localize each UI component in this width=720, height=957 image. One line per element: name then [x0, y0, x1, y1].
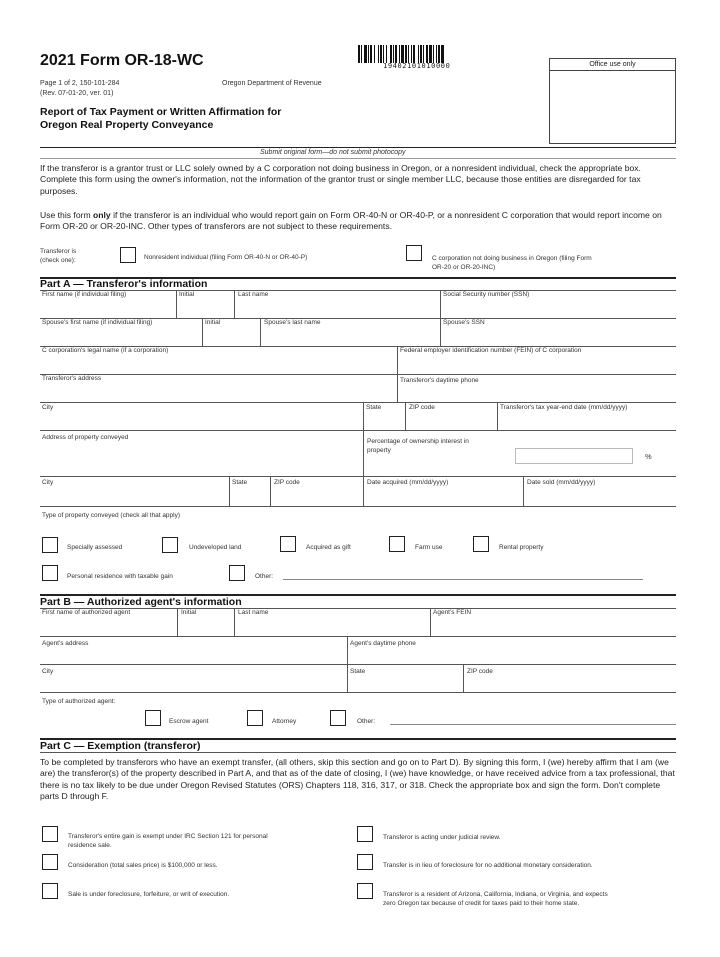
label-spouse-first-name: Spouse's first name (if individual filing) [42, 319, 153, 326]
label-ownership-percentage [367, 437, 469, 455]
label-ssn: Social Security number (SSN) [443, 291, 530, 298]
checkbox-escrow-agent[interactable] [145, 710, 161, 726]
label-c-corp-1: C corporation not doing business in Oregon (filing Form [432, 255, 592, 262]
label-consideration: Consideration (total sales price) is $100,000 or less. [68, 862, 218, 869]
label-property-type: Type of property conveyed (check all that apply) [42, 512, 181, 519]
label-zip: ZIP code [409, 404, 435, 411]
label-property-city: City [42, 479, 54, 486]
label-city: City [42, 404, 54, 411]
checkbox-undeveloped-land[interactable] [162, 537, 178, 553]
barcode-bar [436, 45, 437, 63]
checkbox-nonresident-individual[interactable] [120, 247, 136, 263]
label-agent-initial: Initial [181, 609, 197, 616]
barcode-bar [386, 45, 387, 63]
label-farm-use: Farm use [415, 544, 443, 551]
checkbox-lieu-of-foreclosure[interactable] [357, 854, 373, 870]
intro-paragraph-1: If the transferor is a grantor trust or LLC solely owned by a C corporation not doing business in Oregon, or a nonresident individual, check the appropriate box. Complete this form using the owner's information, not the information of the grantor trust or single member LLC, because those entities are disregarded for tax purposes. [40, 163, 641, 196]
label-spouse-ssn: Spouse's SSN [443, 319, 485, 326]
submit-note: Submit original form—do not submit photocopy [260, 149, 406, 156]
checkbox-specially-assessed[interactable] [42, 537, 58, 553]
checkbox-attorney[interactable] [247, 710, 263, 726]
barcode-bar [413, 45, 415, 63]
label-date-acquired: Date acquired (mm/dd/yyyy) [367, 479, 449, 486]
barcode-bar [395, 45, 397, 63]
barcode-bar [399, 45, 400, 63]
checkbox-acquired-as-gift[interactable] [280, 536, 296, 552]
barcode-bar [393, 45, 394, 63]
label-agent-type: Type of authorized agent: [42, 698, 116, 705]
other-property-input[interactable] [283, 579, 643, 580]
label-state-resident-1: Transferor is a resident of Arizona, California, Indiana, or Virginia, and expects [383, 891, 608, 898]
form-subtitle-line2: Oregon Real Property Conveyance [40, 119, 214, 131]
barcode-bar [380, 45, 382, 63]
barcode-bar [390, 45, 392, 63]
label-acquired-as-gift: Acquired as gift [306, 544, 351, 551]
barcode-bar [408, 45, 409, 63]
intro-p2-post: if the transferor is an individual who would report gain on Form OR-40-N or OR-40-P, or a nonresident C corporation that would report income on Form OR-20 or OR-20-INC. Other types of transferors are not subject to these requirements. [40, 210, 662, 232]
label-other-property: Other: [255, 573, 274, 580]
label-agent-zip: ZIP code [467, 668, 493, 675]
barcode-bar [374, 45, 375, 63]
barcode-bar [429, 45, 432, 63]
checkbox-consideration[interactable] [42, 854, 58, 870]
checkbox-other-agent[interactable] [330, 710, 346, 726]
label-pct-1: Percentage of ownership interest in [367, 438, 469, 445]
label-irc-121-2: residence sale. [68, 842, 112, 849]
checkbox-rental-property[interactable] [473, 536, 489, 552]
label-property-state: State [232, 479, 248, 486]
label-c-corp-2: OR-20 or OR-20-INC) [432, 264, 496, 271]
barcode-bar [364, 45, 367, 63]
revision: (Rev. 07-01-20, ver. 01) [40, 90, 114, 97]
transferor-is-label-1: Transferor is [40, 248, 77, 255]
label-agent-city: City [42, 668, 54, 675]
label-agent-address: Agent's address [42, 640, 89, 647]
ownership-percentage-input[interactable] [515, 448, 633, 464]
barcode-bar [411, 45, 412, 63]
label-spouse-initial: Initial [205, 319, 221, 326]
transferor-is-label-2: (check one): [40, 257, 76, 264]
checkbox-farm-use[interactable] [389, 536, 405, 552]
form-title: 2021 Form OR-18-WC [40, 52, 204, 69]
barcode-bar [405, 45, 407, 63]
label-property-zip: ZIP code [274, 479, 300, 486]
barcode-bar [370, 45, 372, 63]
barcode-bar [383, 45, 384, 63]
label-foreclosure-sale: Sale is under foreclosure, forfeiture, or writ of execution. [68, 891, 230, 898]
office-use-box [549, 58, 676, 144]
label-transferor-address: Transferor's address [42, 375, 102, 382]
label-pct-2: property [367, 447, 391, 454]
part-b-title: Part B — Authorized agent's information [40, 596, 242, 608]
part-a-title-rule [40, 290, 676, 291]
checkbox-state-resident[interactable] [357, 883, 373, 899]
label-attorney: Attorney [272, 718, 297, 725]
barcode-bar [418, 45, 419, 63]
label-agent-last-name: Last name [238, 609, 269, 616]
label-transferor-phone: Transferor's daytime phone [400, 377, 479, 384]
transferor-is-label [40, 247, 76, 265]
barcode-bar [378, 45, 379, 63]
checkbox-judicial-review[interactable] [357, 826, 373, 842]
intro-p2-pre: Use this form [40, 210, 94, 220]
other-agent-input[interactable] [390, 724, 676, 725]
label-judicial-review: Transferor is acting under judicial review. [383, 834, 501, 841]
label-state-resident-2: zero Oregon tax because of credit for taxes paid to their home state. [383, 900, 580, 907]
checkbox-c-corporation[interactable] [406, 245, 422, 261]
part-c-title: Part C — Exemption (transferor) [40, 740, 201, 752]
label-spouse-last-name: Spouse's last name [264, 319, 321, 326]
page-number: Page 1 of 2, 150-101-284 [40, 80, 120, 87]
checkbox-foreclosure-sale[interactable] [42, 883, 58, 899]
label-last-name: Last name [238, 291, 269, 298]
intro-p2-bold: only [93, 210, 111, 220]
label-lieu-of-foreclosure: Transfer is in lieu of foreclosure for no additional monetary consideration. [383, 862, 593, 869]
barcode-bar [433, 45, 434, 63]
label-initial: Initial [179, 291, 195, 298]
label-agent-state: State [350, 668, 366, 675]
intro-paragraph-2 [40, 210, 678, 233]
label-property-address: Address of property conveyed [42, 434, 129, 441]
barcode-bar [358, 45, 360, 63]
header-rule [40, 147, 676, 148]
label-agent-phone: Agent's daytime phone [350, 640, 416, 647]
barcode-bar [401, 45, 404, 63]
label-irc-121 [68, 832, 268, 850]
label-c-corporation [432, 254, 592, 272]
barcode-bar [423, 45, 424, 63]
label-tax-year-end: Transferor's tax year-end date (mm/dd/yyyy) [500, 404, 628, 411]
label-agent-first-name: First name of authorized agent [42, 609, 131, 616]
label-first-name: First name (if individual filing) [42, 291, 127, 298]
label-state: State [366, 404, 382, 411]
submit-rule [40, 158, 676, 159]
barcode-bar [361, 45, 362, 63]
barcode [358, 45, 508, 63]
agency-name: Oregon Department of Revenue [222, 80, 322, 87]
checkbox-other-property[interactable] [229, 565, 245, 581]
office-use-header: Office use only [550, 59, 675, 71]
label-agent-fein: Agent's FEIN [433, 609, 472, 616]
label-specially-assessed: Specially assessed [67, 544, 123, 551]
label-date-sold: Date sold (mm/dd/yyyy) [527, 479, 596, 486]
barcode-number: 19402101010000 [383, 62, 451, 70]
barcode-graphic [358, 45, 508, 63]
percent-sign: % [645, 452, 652, 461]
part-c-instructions: To be completed by transferors who have an exempt transfer, (all others, skip this section and go on to Part D). By signing this form, I (we) hereby affirm that I am (we are) the transferor(s) of the property described in Part A, and that as of the date of closing, I (we) have knowledge, or have received advice from a tax professional, that there is no tax likely to be due under Oregon Revised Statutes (ORS) Chapters 118, 316, 317, or 318. Check the appropriate box and sign the form. Don't complete parts D through F. [40, 757, 675, 802]
label-fein: Federal employer identification number (FEIN) of C corporation [400, 347, 582, 354]
barcode-bar [426, 45, 428, 63]
checkbox-irc-121[interactable] [42, 826, 58, 842]
label-personal-residence: Personal residence with taxable gain [67, 573, 173, 580]
label-rental-property: Rental property [499, 544, 544, 551]
label-undeveloped-land: Undeveloped land [189, 544, 242, 551]
barcode-bar [368, 45, 369, 63]
part-a-title: Part A — Transferor's information [40, 278, 208, 290]
label-other-agent: Other: [357, 718, 376, 725]
form-subtitle-line1: Report of Tax Payment or Written Affirmation for [40, 106, 282, 118]
label-nonresident-individual: Nonresident individual (filing Form OR-40-N or OR-40-P) [144, 254, 308, 261]
checkbox-personal-residence[interactable] [42, 565, 58, 581]
barcode-bar [420, 45, 422, 63]
label-irc-121-1: Transferor's entire gain is exempt under IRC Section 121 for personal [68, 833, 268, 840]
label-state-resident [383, 890, 608, 908]
barcode-bar [438, 45, 440, 63]
label-escrow-agent: Escrow agent [169, 718, 209, 725]
barcode-bar [441, 45, 444, 63]
label-corp-name: C corporation's legal name (if a corporation) [42, 347, 169, 354]
